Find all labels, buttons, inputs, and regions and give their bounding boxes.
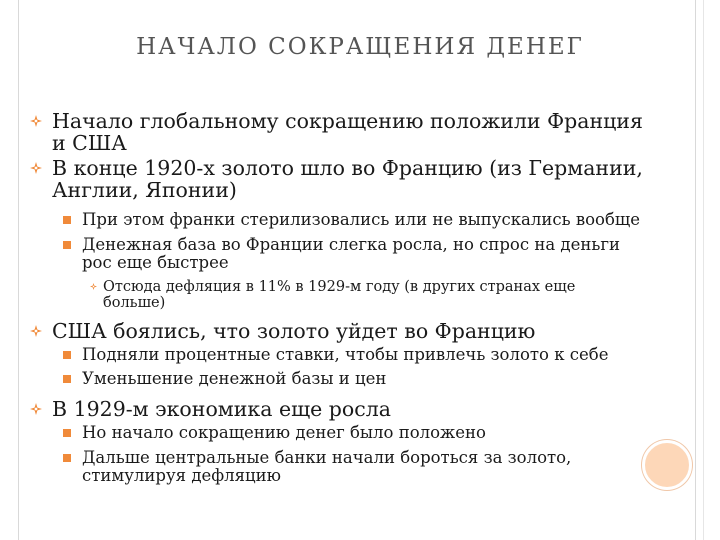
bullet-line: Уменьшение денежной базы и цен [82, 369, 387, 388]
bullet-line: Дальше центральные банки начали бороться за золото, [82, 448, 572, 467]
bullet-line: больше) [103, 295, 166, 311]
bullet-level-1 [52, 398, 391, 420]
bullet-line: Англии, Японии) [52, 178, 237, 202]
bullet-sparkle-icon [90, 283, 97, 290]
bullet-level-2 [82, 211, 640, 229]
bullet-line: В 1929-м экономика еще росла [52, 397, 391, 421]
bullet-line: рос еще быстрее [82, 253, 229, 272]
bullet-line: В конце 1920-х золото шло во Францию (из Германии, [52, 156, 643, 180]
bullet-sparkle-icon [30, 325, 42, 337]
bullet-level-2 [82, 449, 571, 485]
bullet-line: и США [52, 131, 127, 155]
bullet-square-icon [63, 241, 71, 249]
decorative-circle [642, 440, 692, 490]
bullet-line: США боялись, что золото уйдет во Францию [52, 319, 536, 343]
bullet-level-2 [82, 424, 486, 442]
frame-line-right [695, 0, 696, 540]
bullet-line: Денежная база во Франции слегка росла, но спрос на деньги [82, 235, 620, 254]
bullet-square-icon [63, 375, 71, 383]
bullet-square-icon [63, 216, 71, 224]
bullet-level-1 [52, 157, 643, 201]
bullet-line: стимулируя дефляцию [82, 466, 282, 485]
bullet-line: Подняли процентные ставки, чтобы привлечь золото к себе [82, 345, 609, 364]
slide-title: НАЧАЛО СОКРАЩЕНИЯ ДЕНЕГ [136, 34, 584, 60]
bullet-sparkle-icon [30, 162, 42, 174]
bullet-level-3 [103, 279, 575, 311]
bullet-square-icon [63, 429, 71, 437]
bullet-level-1 [52, 320, 535, 342]
bullet-level-2 [82, 236, 620, 272]
bullet-square-icon [63, 351, 71, 359]
bullet-level-2 [82, 370, 386, 388]
bullet-level-2 [82, 346, 608, 364]
bullet-line: Начало глобальному сокращению положили Франция [52, 109, 643, 133]
bullet-square-icon [63, 454, 71, 462]
bullet-sparkle-icon [30, 115, 42, 127]
bullet-line: Отсюда дефляция в 11% в 1929-м году (в других странах еще [103, 279, 576, 295]
bullet-level-1 [52, 110, 643, 154]
bullet-line: При этом франки стерилизовались или не выпускались вообще [82, 210, 641, 229]
bullet-sparkle-icon [30, 403, 42, 415]
bullet-line: Но начало сокращению денег было положено [82, 423, 486, 442]
frame-line-left [18, 0, 19, 540]
frame-line-right-outer [703, 0, 704, 540]
